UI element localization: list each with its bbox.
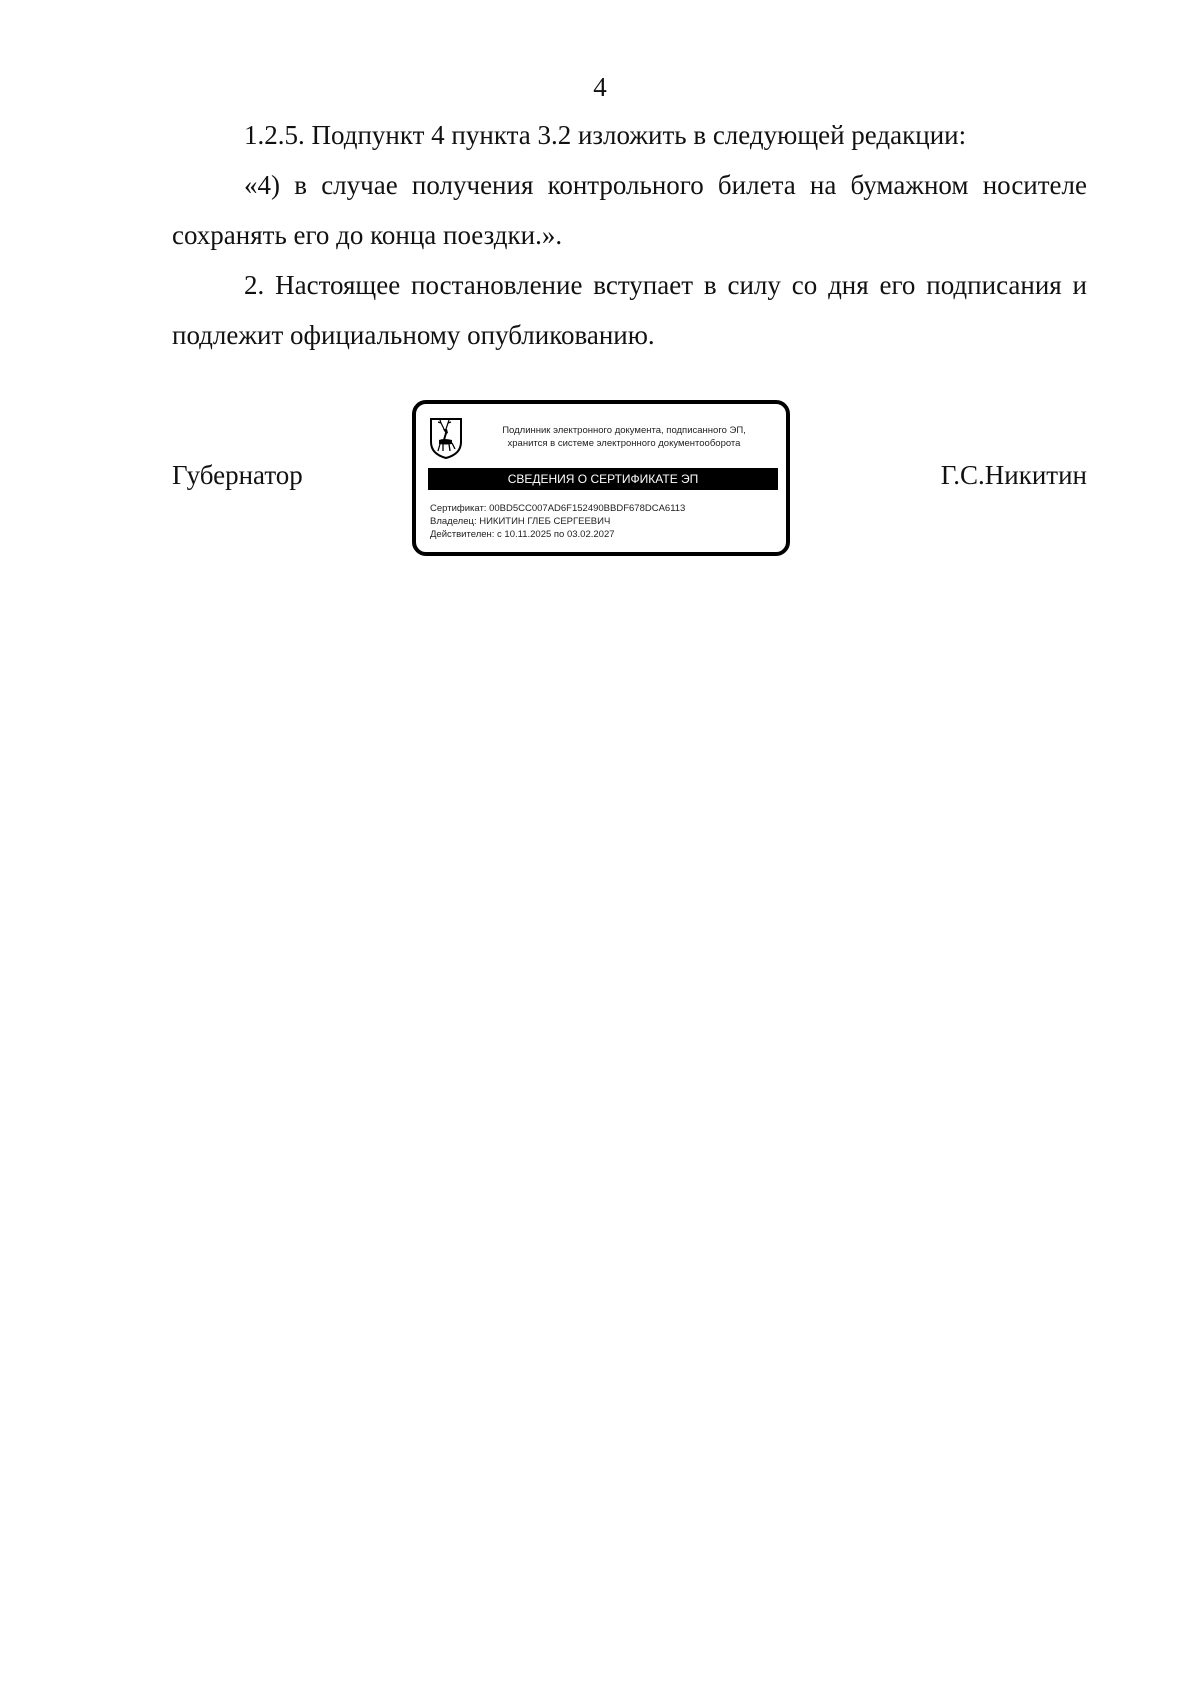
- signer-position: Губернатор: [172, 460, 303, 490]
- stamp-title-bar: СВЕДЕНИЯ О СЕРТИФИКАТЕ ЭП: [428, 468, 778, 490]
- certificate-owner: Владелец: НИКИТИН ГЛЕБ СЕРГЕЕВИЧ: [430, 516, 611, 527]
- certificate-validity: Действителен: с 10.11.2025 по 03.02.2027: [430, 529, 615, 540]
- electronic-signature-stamp: [412, 400, 790, 556]
- signature-block: [172, 400, 1087, 564]
- paragraph-1-2-5: 1.2.5. Подпункт 4 пункта 3.2 изложить в следующей редакции:: [244, 120, 967, 150]
- stamp-header-line-2: хранится в системе электронного документооборота: [507, 438, 741, 449]
- deer-emblem-icon: [428, 416, 464, 460]
- signer-name: Г.С.Никитин: [940, 460, 1087, 490]
- stamp-header: [468, 424, 780, 450]
- page-number: 4: [593, 72, 607, 102]
- stamp-header-line-1: Подлинник электронного документа, подписанного ЭП,: [502, 425, 746, 436]
- paragraph-2: 2. Настоящее постановление вступает в силу со дня его подписания и подлежит официальному опубликованию.: [172, 270, 1087, 350]
- document-body: [172, 110, 1087, 360]
- certificate-number: Сертификат: 00BD5CC007AD6F152490BBDF678DCA6113: [430, 503, 686, 514]
- paragraph-quote-4: «4) в случае получения контрольного билета на бумажном носителе сохранять его до конца поездки.».: [172, 170, 1087, 250]
- stamp-certificate-details: [430, 502, 685, 541]
